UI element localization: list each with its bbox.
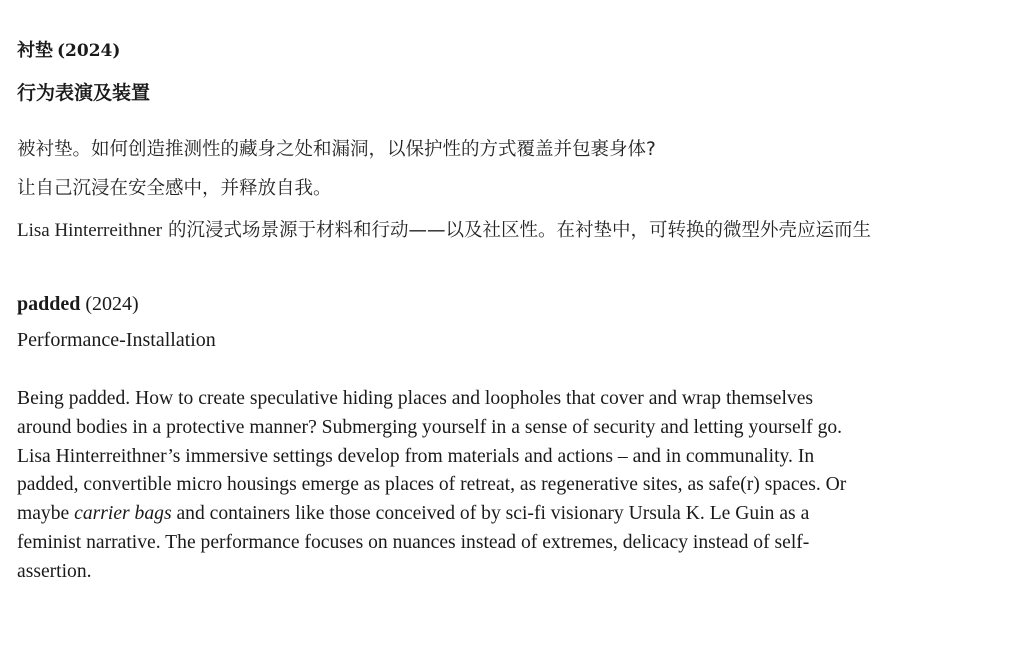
en-line-6: feminist narrative. The performance focuses on nuances instead of extremes, delicacy instead of self- (17, 531, 810, 553)
zh-title-text: 衬垫 (17, 40, 53, 61)
en-line-4: padded, convertible micro housings emerge as places of retreat, as regenerative sites, as safe(r) spaces. Or (17, 474, 847, 496)
zh-paragraph-2: 让自己沉浸在安全感中，并释放自我。 (17, 178, 332, 199)
en-line-5 (17, 500, 1007, 529)
en-title-year: (2024) (80, 293, 139, 315)
zh-paragraph-3-text: 的沉浸式场景源于材料和行动——以及社区性。在衬垫中，可转换的微型外壳应运而生 (162, 220, 871, 241)
zh-subtitle: 行为表演及装置 (17, 82, 151, 104)
zh-title (17, 38, 120, 64)
en-title-text: padded (17, 293, 81, 315)
en-line-3: Lisa Hinterreithner’s immersive settings develop from materials and actions – and in communality. In (17, 445, 815, 467)
en-line-1: Being padded. How to create speculative hiding places and loopholes that cover and wrap themselves (17, 388, 814, 409)
en-line-7: assertion. (17, 560, 92, 582)
en-title (17, 291, 139, 317)
en-line-5-italic: carrier bags (74, 503, 172, 525)
zh-artist-name: Lisa Hinterreithner (17, 220, 163, 241)
en-description (17, 385, 1007, 587)
en-line-5-post: and containers like those conceived of by sci-fi visionary Ursula K. Le Guin as a (171, 503, 810, 525)
zh-paragraph-3 (17, 218, 871, 244)
en-line-2: around bodies in a protective manner? Submerging yourself in a sense of security and letting yourself go. (17, 416, 843, 438)
en-subtitle: Performance-Installation (17, 329, 216, 351)
zh-title-year: (2024) (57, 41, 121, 61)
zh-paragraph-1: 被衬垫。如何创造推测性的藏身之处和漏洞，以保护性的方式覆盖并包裹身体? (17, 139, 656, 160)
en-line-5-pre: maybe (17, 503, 75, 525)
